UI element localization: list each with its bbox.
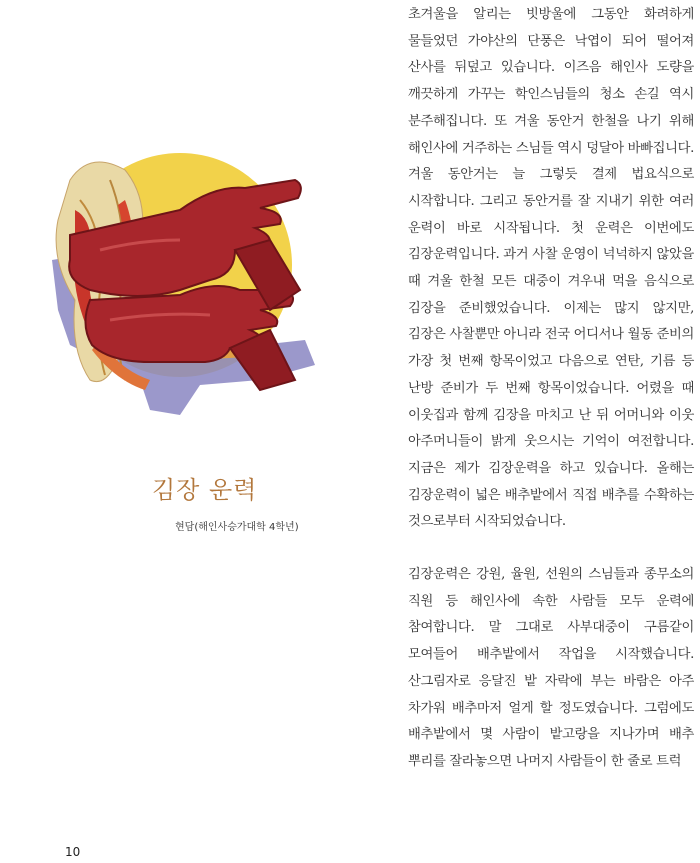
body-paragraph-1: 초겨울을 알리는 빗방울에 그동안 화려하게 물들었던 가야산의 단풍은 낙엽이 되어 떨어져 산사를 뒤덮고 있습니다. 이즈음 해인사 도량을 깨끗하게 가꾸는 학인스님들의 청소 손길 역시 분주해집니다. 또 겨울 동안거 한철을 나기 위해 해인사에 거주하는 스님들 역시 덩달아 바빠집니다. 겨울 동안거는 늘 그렇듯 결제 법요식으로 시작합니다. 그리고 동안거를 잘 지내기 위한 여러 운력이 바로 시작됩니다. 첫 운력은 이번에도 김장운력입니다. 과거 사찰 운영이 넉넉하지 않았을 때 겨울 한철 모든 대중이 겨우내 먹을 음식으로 김장을 준비했었습니다. 이제는 많지 않지만, 김장은 사찰뿐만 아니라 전국 어디서나 월동 준비의 가장 첫 번째 항목이었고 다음으로 연탄, 기름 등 난방 준비가 두 번째 항목이었습니다. 어렸을 때 이웃집과 함께 김장을 마치고 난 뒤 어머니와 이웃 아주머니들이 밝게 웃으시는 기억이 여전합니다. 지금은 제가 김장운력을 하고 있습니다. 올해는 김장운력이 넓은 배추밭에서 직접 배추를 수확하는 것으로부터 시작되었습니다. xyxy=(408,7,694,530)
article-body xyxy=(408,0,694,776)
kimchi-gloves-icon xyxy=(30,140,330,430)
byline: 현담(해인사승가대학 4학년) xyxy=(175,522,299,533)
illustration xyxy=(30,140,330,430)
body-paragraph-2: 김장운력은 강원, 율원, 선원의 스님들과 종무소의 직원 등 해인사에 속한 사람들 모두 운력에 참여합니다. 말 그대로 사부대중이 구름같이 모여들어 배추밭에서 작업을 시작했습니다. 산그림자로 응달진 밭 자락에 부는 바람은 아주 차가워 배추마저 얼게 할 정도였습니다. 그럼에도 배추밭에서 몇 사람이 밭고랑을 지나가며 배추 뿌리를 잘라놓으면 나머지 사람들이 한 줄로 트럭 xyxy=(408,567,694,769)
page-number: 10 xyxy=(65,845,81,859)
article-title: 김장 운력 xyxy=(152,476,258,504)
